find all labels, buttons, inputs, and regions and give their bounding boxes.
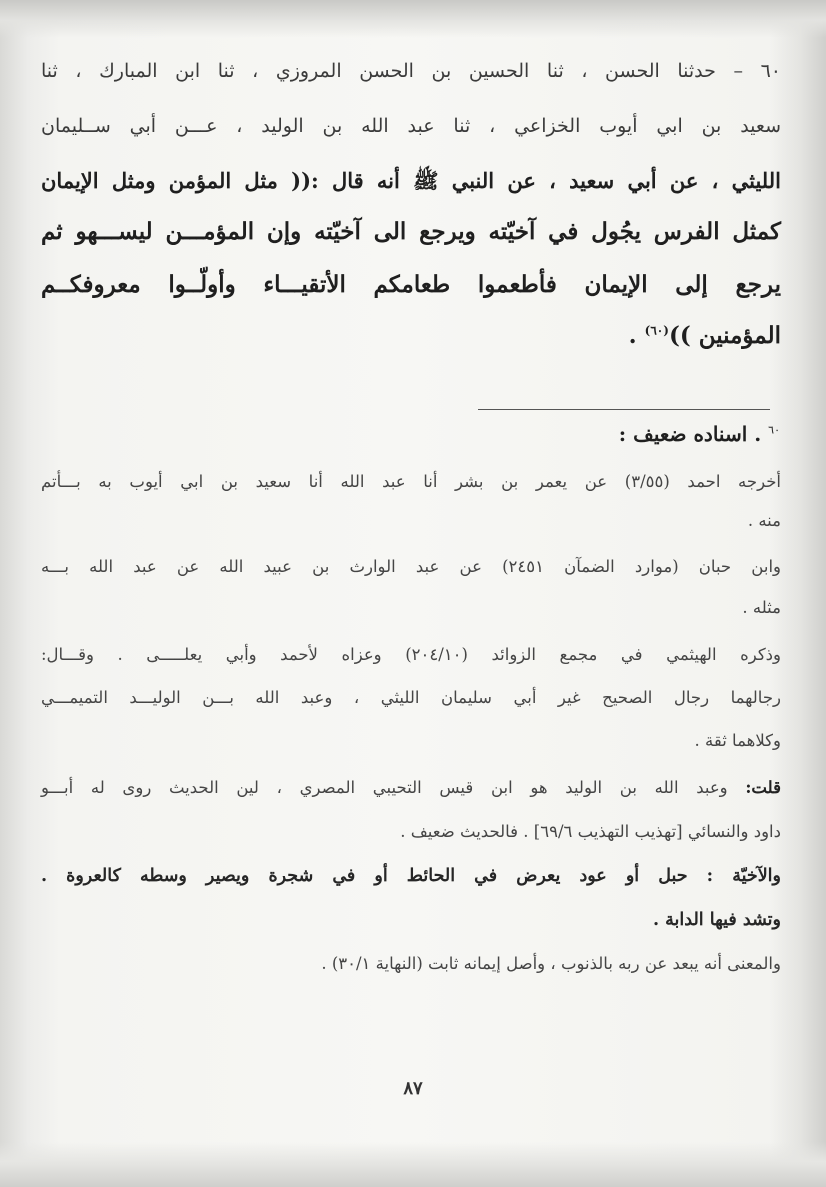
hadith-line-2: سعيد بن ابي أيوب الخزاعي ، ثنا عبد الله بن الوليد ، عـــن أبي ســليمان bbox=[41, 115, 781, 137]
akhiyya-line-2: وتشد فيها الدابة . bbox=[652, 910, 781, 930]
hadith-line-3: الليثي ، عن أبي سعيد ، عن النبي ﷺ أنه قال :(( مثل المؤمن ومثل الإيمان bbox=[41, 168, 781, 193]
bottom-scan-shadow bbox=[0, 1142, 826, 1187]
footnote-line-2: منه . bbox=[747, 511, 781, 530]
footnote-line-5: وذكره الهيثمي في مجمع الزوائد (٢٠٤/١٠) وعزاه لأحمد وأبي يعلـــــى . وقـــال: bbox=[41, 645, 781, 664]
hadith-line-1: ٦٠ – حدثنا الحسن ، ثنا الحسين بن الحسن المروزي ، ثنا ابن المبارك ، ثنا bbox=[41, 60, 781, 82]
qult-label: قلت: bbox=[745, 778, 781, 797]
page-number: ٨٧ bbox=[403, 1078, 423, 1099]
hadith-line-6-end: . bbox=[628, 322, 645, 349]
qult-text-1: وعبد الله بن الوليد هو ابن قيس التحيبي المصري ، لين الحديث روى له أبـــو bbox=[41, 778, 746, 797]
footnote-heading-text: . اسناده ضعيف : bbox=[618, 422, 762, 446]
footnote-line-3: وابن حبان (موارد الضمآن ٢٤٥١) عن عبد الوارث بن عبيد الله عن عبد الله بـــه bbox=[41, 557, 781, 576]
footnote-heading bbox=[619, 422, 780, 446]
hadith-line-6 bbox=[41, 322, 781, 349]
hadith-line-4: كمثل الفرس يجُول في آخيّته ويرجع الى آخيّته وإن المؤمـــن ليســـهو ثم bbox=[41, 218, 781, 245]
footnote-line-1: أخرجه احمد (٣/٥٥) عن يعمر بن بشر أنا عبد الله أنا سعيد بن ابي أيوب به بـــأتم bbox=[41, 472, 781, 491]
footnote-reference: (٦٠) bbox=[644, 323, 669, 338]
footnote-number: ٦٠ bbox=[768, 423, 780, 437]
meaning-line: والمعنى أنه يبعد عن ربه بالذنوب ، وأصل إيمانه ثابت (النهاية ٣٠/١) . bbox=[321, 954, 781, 973]
footnote-line-7: وكلاهما ثقة . bbox=[694, 731, 781, 750]
qult-line-2: داود والنسائي [تهذيب التهذيب ٦٩/٦] . فالحديث ضعيف . bbox=[400, 822, 781, 841]
hadith-line-5: يرجع إلى الإيمان فأطعموا طعامكم الأتقيـــاء وأولّــوا معروفكــم bbox=[41, 271, 781, 298]
top-scan-shadow bbox=[0, 0, 826, 38]
footnote-line-4: مثله . bbox=[742, 598, 781, 617]
qult-line-1 bbox=[41, 778, 781, 797]
footnote-line-6: رجالهما رجال الصحيح غير أبي سليمان الليثي ، وعبد الله بـــن الوليـــد التميمـــي bbox=[41, 688, 781, 707]
akhiyya-line-1: والآخيّة : حبل أو عود يعرض في الحائط أو في شجرة ويصير وسطه كالعروة . bbox=[41, 866, 781, 886]
footnote-separator bbox=[478, 409, 770, 410]
hadith-line-6-text: المؤمنين )) bbox=[668, 322, 781, 349]
